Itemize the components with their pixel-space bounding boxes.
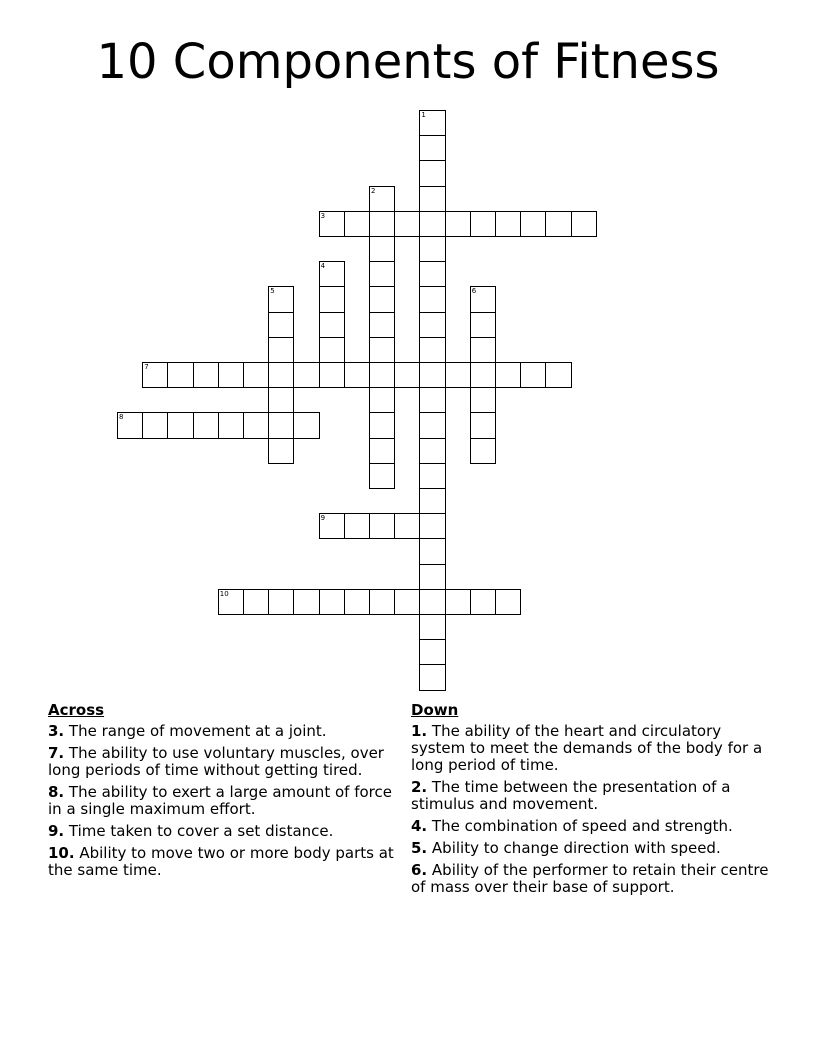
grid-cell[interactable] bbox=[293, 412, 319, 438]
grid-cell[interactable] bbox=[419, 160, 445, 186]
grid-cell[interactable] bbox=[117, 412, 143, 438]
grid-cell[interactable] bbox=[369, 236, 395, 262]
grid-cell[interactable] bbox=[167, 362, 193, 388]
grid-cell[interactable] bbox=[419, 589, 445, 615]
grid-cell[interactable] bbox=[218, 362, 244, 388]
grid-cell[interactable] bbox=[344, 211, 370, 237]
grid-cell[interactable] bbox=[243, 412, 269, 438]
page-title: 10 Components of Fitness bbox=[96, 34, 720, 90]
grid-cell[interactable] bbox=[470, 211, 496, 237]
grid-cell[interactable] bbox=[268, 312, 294, 338]
grid-cell[interactable] bbox=[419, 211, 445, 237]
grid-cell[interactable] bbox=[419, 286, 445, 312]
grid-cell[interactable] bbox=[445, 589, 471, 615]
grid-cell[interactable] bbox=[470, 337, 496, 363]
clue-number: 7 bbox=[144, 363, 149, 371]
grid-cell[interactable] bbox=[419, 135, 445, 161]
grid-cell[interactable] bbox=[369, 362, 395, 388]
grid-cell[interactable] bbox=[419, 614, 445, 640]
grid-cell[interactable] bbox=[419, 488, 445, 514]
grid-cell[interactable] bbox=[193, 412, 219, 438]
grid-cell[interactable] bbox=[369, 412, 395, 438]
grid-cell[interactable] bbox=[419, 261, 445, 287]
grid-cell[interactable] bbox=[268, 362, 294, 388]
grid-cell[interactable] bbox=[470, 286, 496, 312]
clue-number: 10 bbox=[219, 589, 229, 598]
down-heading: Down bbox=[411, 701, 459, 719]
clue-down-4: 4. The combination of speed and strength. bbox=[411, 817, 733, 835]
grid-cell[interactable] bbox=[319, 362, 345, 388]
grid-cell[interactable] bbox=[369, 211, 395, 237]
across-heading: Across bbox=[48, 701, 105, 719]
grid-cell[interactable] bbox=[369, 261, 395, 287]
grid-cell[interactable] bbox=[293, 589, 319, 615]
grid-cell[interactable] bbox=[218, 412, 244, 438]
grid-cell[interactable] bbox=[268, 412, 294, 438]
grid-cell[interactable] bbox=[571, 211, 597, 237]
grid-cell[interactable] bbox=[419, 236, 445, 262]
grid-cell[interactable] bbox=[319, 589, 345, 615]
grid-cell[interactable] bbox=[268, 286, 294, 312]
grid-cell[interactable] bbox=[419, 110, 445, 136]
grid-cell[interactable] bbox=[470, 412, 496, 438]
grid-cell[interactable] bbox=[319, 261, 345, 287]
grid-cell[interactable] bbox=[394, 211, 420, 237]
grid-cell[interactable] bbox=[520, 362, 546, 388]
clue-across-8: 8. The ability to exert a large amount of force in a single maximum effort. bbox=[48, 783, 392, 818]
grid-cell[interactable] bbox=[369, 286, 395, 312]
grid-cell[interactable] bbox=[142, 362, 168, 388]
grid-cell[interactable] bbox=[319, 337, 345, 363]
grid-cell[interactable] bbox=[445, 362, 471, 388]
grid-cell[interactable] bbox=[445, 211, 471, 237]
grid-cell[interactable] bbox=[268, 337, 294, 363]
grid-cell[interactable] bbox=[369, 589, 395, 615]
grid-cell[interactable] bbox=[369, 186, 395, 212]
clue-across-9: 9. Time taken to cover a set distance. bbox=[48, 822, 334, 840]
grid-cell[interactable] bbox=[293, 362, 319, 388]
grid-cell[interactable] bbox=[394, 513, 420, 539]
clue-number: 4 bbox=[320, 262, 326, 271]
grid-cell[interactable] bbox=[369, 463, 395, 489]
clue-down-1: 1. The ability of the heart and circulatory system to meet the demands of the body for a long period of time. bbox=[411, 722, 763, 774]
grid-cell[interactable] bbox=[419, 513, 445, 539]
grid-cell[interactable] bbox=[369, 438, 395, 464]
clue-number: 1 bbox=[421, 111, 426, 119]
grid-cell[interactable] bbox=[419, 538, 445, 564]
grid-cell[interactable] bbox=[369, 337, 395, 363]
clue-number: 8 bbox=[119, 413, 124, 422]
clue-number: 2 bbox=[371, 186, 376, 195]
grid-cell[interactable] bbox=[344, 589, 370, 615]
grid-cell[interactable] bbox=[419, 312, 445, 338]
grid-cell[interactable] bbox=[470, 438, 496, 464]
grid-cell[interactable] bbox=[369, 387, 395, 413]
grid-cell[interactable] bbox=[545, 362, 571, 388]
grid-cell[interactable] bbox=[495, 211, 521, 237]
grid-cell[interactable] bbox=[419, 564, 445, 590]
grid-cell[interactable] bbox=[419, 387, 445, 413]
grid-cell[interactable] bbox=[344, 362, 370, 388]
clue-across-3: 3. The range of movement at a joint. bbox=[48, 722, 327, 740]
grid-cell[interactable] bbox=[495, 362, 521, 388]
grid-cell[interactable] bbox=[218, 589, 244, 615]
grid-cell[interactable] bbox=[319, 312, 345, 338]
clue-across-7: 7. The ability to use voluntary muscles, over long periods of time without getting tired. bbox=[48, 744, 384, 779]
grid-cell[interactable] bbox=[268, 589, 294, 615]
grid-cell[interactable] bbox=[470, 589, 496, 615]
grid-cell[interactable] bbox=[243, 589, 269, 615]
clue-across-10: 10. Ability to move two or more body parts at the same time. bbox=[48, 844, 394, 879]
clue-number: 6 bbox=[471, 287, 477, 296]
grid-cell[interactable] bbox=[545, 211, 571, 237]
grid-cell[interactable] bbox=[419, 362, 445, 388]
grid-cell[interactable] bbox=[419, 337, 445, 363]
grid-cell[interactable] bbox=[470, 312, 496, 338]
across-clues bbox=[48, 702, 400, 884]
clue-number: 9 bbox=[320, 514, 326, 523]
grid-cell[interactable] bbox=[193, 362, 219, 388]
grid-cell[interactable] bbox=[419, 438, 445, 464]
grid-cell[interactable] bbox=[470, 387, 496, 413]
grid-cell[interactable] bbox=[268, 387, 294, 413]
grid-cell[interactable] bbox=[369, 312, 395, 338]
grid-cell[interactable] bbox=[495, 589, 521, 615]
down-clues bbox=[411, 702, 776, 901]
grid-cell[interactable] bbox=[319, 513, 345, 539]
grid-cell[interactable] bbox=[319, 286, 345, 312]
grid-cell[interactable] bbox=[268, 438, 294, 464]
grid-cell[interactable] bbox=[243, 362, 269, 388]
grid-cell[interactable] bbox=[394, 589, 420, 615]
clue-down-5: 5. Ability to change direction with speed. bbox=[411, 839, 721, 857]
grid-cell[interactable] bbox=[167, 412, 193, 438]
grid-cell[interactable] bbox=[319, 211, 345, 237]
grid-cell[interactable] bbox=[419, 639, 445, 665]
grid-cell[interactable] bbox=[394, 362, 420, 388]
grid-cell[interactable] bbox=[419, 463, 445, 489]
clue-down-6: 6. Ability of the performer to retain their centre of mass over their base of support. bbox=[411, 861, 769, 896]
grid-cell[interactable] bbox=[419, 664, 445, 690]
grid-cell[interactable] bbox=[520, 211, 546, 237]
clue-number: 3 bbox=[320, 211, 326, 220]
clue-number: 5 bbox=[270, 287, 275, 296]
grid-cell[interactable] bbox=[470, 362, 496, 388]
grid-cell[interactable] bbox=[369, 513, 395, 539]
grid-cell[interactable] bbox=[419, 186, 445, 212]
grid-cell[interactable] bbox=[142, 412, 168, 438]
grid-cell[interactable] bbox=[344, 513, 370, 539]
grid-cell[interactable] bbox=[419, 412, 445, 438]
clue-down-2: 2. The time between the presentation of a stimulus and movement. bbox=[411, 778, 731, 813]
